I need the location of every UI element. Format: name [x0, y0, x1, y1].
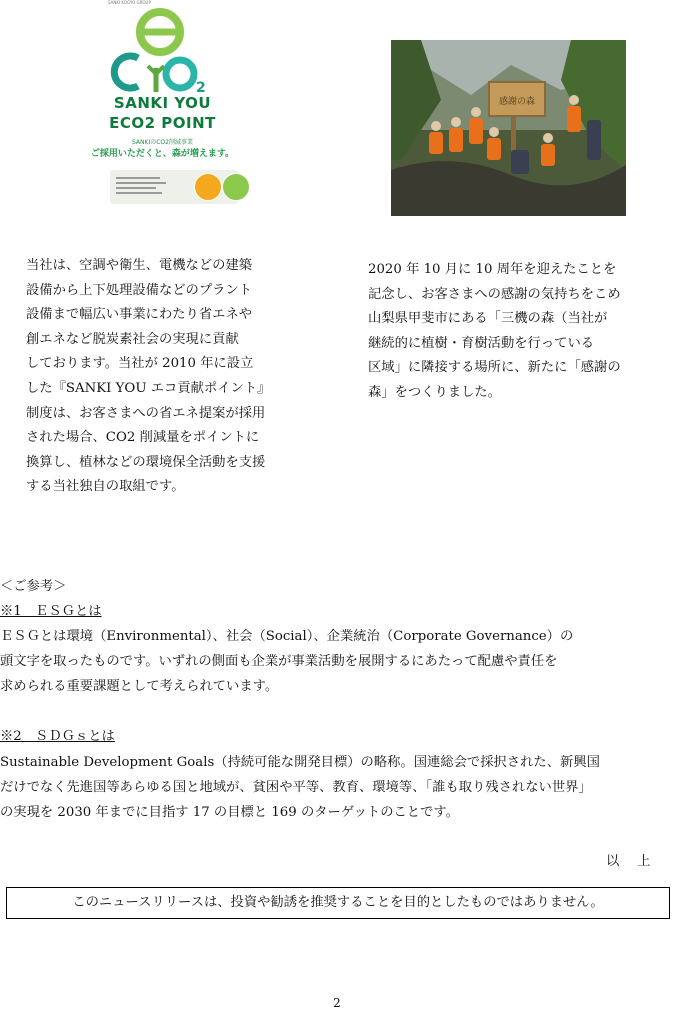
sdgs-title: ※2 ＳＤＧｓとは [0, 729, 115, 744]
logo-brand-line1: SANKI YOU [113, 94, 212, 112]
logo-info-card [110, 170, 238, 204]
forest-sign-text: 感謝の森 [498, 97, 536, 107]
closing-text: 以上 [606, 854, 669, 869]
logo-brand-line2: ECO2 POINT [109, 114, 216, 132]
sdgs-body: Sustainable Development Goals（持続可能な開発目標）の略称。国連総会で採択された、新興国 だけでなく先進国等あらゆる国と地域が、貧困や平等、教育、環境等、「誰も取り残されない世界」 の実現を 2030 年までに目指す 17 の目標と 169 のターゲットのことです。 [0, 755, 600, 820]
logo-tagline: ご採用いただくと、森が増えます。 [90, 149, 235, 159]
esg-body: ＥＳＧとは環境（Environmental）、社会（Social）、企業統治（Corporate Governance）の 頭文字を取ったものです。いずれの側面も企業が事業活動を展開するにあたって配慮や責任を 求められる重要課題として考えられています。 [0, 629, 574, 694]
logo-subtitle: SANKIのCO2削減事業 [132, 139, 193, 146]
page-number: 2 [333, 996, 341, 1010]
green-badge-icon [222, 173, 250, 201]
eco-point-logo [80, 0, 245, 218]
anniversary-paragraph: 2020 年 10 月に 10 周年を迎えたことを 記念し、お客さまへの感謝の気持ちをこめ 山梨県甲斐市にある「三機の森（当社が 継続的に植樹・育樹活動を行っている 区域」に隣接する場所に、新たに「感謝の 森」をつくりました。 [368, 262, 621, 400]
svg-text:2: 2 [196, 80, 206, 96]
forest-photo-image [391, 40, 626, 216]
forest-group-photo [391, 40, 626, 216]
disclaimer-box: このニュースリリースは、投資や勧誘を推奨することを目的としたものではありません。 [6, 887, 670, 919]
orange-badge-icon [194, 173, 222, 201]
reference-heading: ＜ご参考＞ [0, 579, 67, 594]
company-description-paragraph: 当社は、空調や衛生、電機などの建築 設備から上下処理設備などのプラント 設備まで幅広い事業にわたり省エネや 創エネなど脱炭素社会の実現に貢献 しております。当社が 2010 年に設立 した『SANKI YOU エコ貢献ポイント』 制度は、お客さまへの省エネ提案が採用 された場合、CO2 削減量をポイントに 換算し、植林などの環境保全活動を支援 する当社独自の取組です。 [26, 258, 271, 495]
logo-top-small-text: SANKI KOGYO GROUP [108, 0, 151, 5]
eco2-mark-icon [108, 6, 218, 96]
esg-title: ※1 ＥＳＧとは [0, 604, 102, 619]
